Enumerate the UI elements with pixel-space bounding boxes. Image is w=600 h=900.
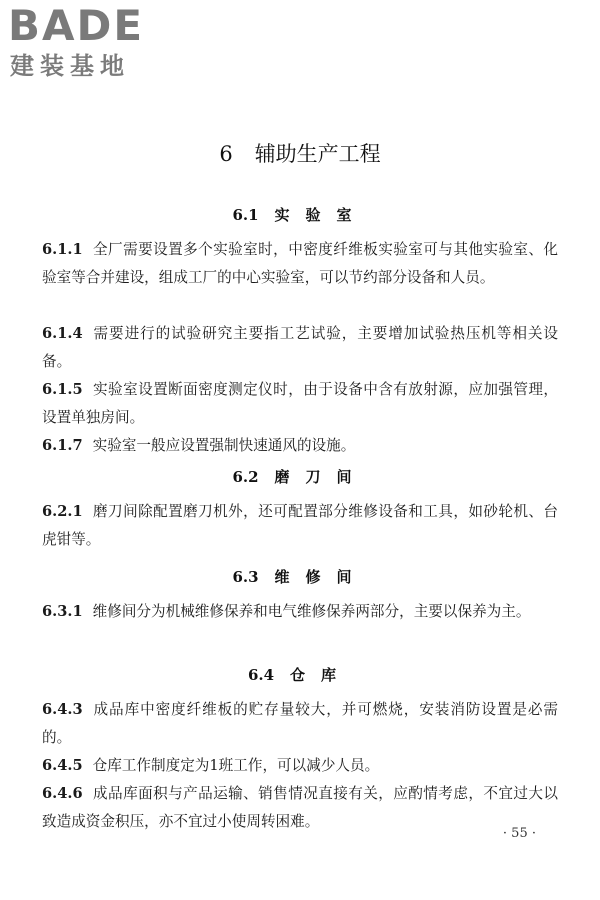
logo-wordmark: BADE xyxy=(8,1,145,50)
section-heading-6-2 xyxy=(0,466,600,488)
clause-6-1-7 xyxy=(42,432,558,460)
section-title: 仓库 xyxy=(290,666,353,684)
clause-text: 仓库工作制度定为1班工作，可以减少人员。 xyxy=(92,757,380,774)
section-heading-6-4 xyxy=(0,664,600,686)
clause-number: 6.4.5 xyxy=(42,757,83,774)
clause-text: 需要进行的试验研究主要指工艺试验，主要增加试验热压机等相关设备。 xyxy=(42,325,558,370)
clause-number: 6.1.7 xyxy=(42,437,83,454)
clause-number: 6.3.1 xyxy=(42,603,83,620)
clause-number: 6.4.6 xyxy=(42,785,83,802)
logo-subtitle: 建装基地 xyxy=(10,52,130,80)
section-heading-6-1 xyxy=(0,204,600,226)
section-number: 6.4 xyxy=(247,666,275,684)
section-title: 实验室 xyxy=(274,206,368,224)
clause-text: 实验室一般应设置强制快速通风的设施。 xyxy=(92,437,356,454)
clause-6-3-1 xyxy=(42,598,558,626)
clause-6-1-5 xyxy=(42,376,558,432)
clause-text: 维修间分为机械维修保养和电气维修保养两部分，主要以保养为主。 xyxy=(92,603,531,620)
clause-6-4-6 xyxy=(42,780,558,836)
section-number: 6.1 xyxy=(232,206,259,224)
chapter-number: 6 xyxy=(219,142,233,166)
clause-text: 磨刀间除配置磨刀机外，还可配置部分维修设备和工具，如砂轮机、台虎钳等。 xyxy=(42,503,558,548)
chapter-title-text: 辅助生产工程 xyxy=(254,142,381,166)
clause-text: 实验室设置断面密度测定仪时，由于设备中含有放射源，应加强管理，设置单独房间。 xyxy=(42,381,558,426)
section-title: 磨刀间 xyxy=(274,468,368,486)
brand-logo xyxy=(8,1,178,84)
clause-6-4-3 xyxy=(42,696,558,752)
clause-text: 全厂需要设置多个实验室时，中密度纤维板实验室可与其他实验室、化验室等合并建设，组成工厂的中心实验室，可以节约部分设备和人员。 xyxy=(42,241,558,286)
section-number: 6.3 xyxy=(232,568,259,586)
clause-6-1-4 xyxy=(42,320,558,376)
page-number: · 55 · xyxy=(502,826,536,841)
clause-6-4-5 xyxy=(42,752,558,780)
section-title: 维修间 xyxy=(274,568,368,586)
clause-text: 成品库中密度纤维板的贮存量较大，并可燃烧，安装消防设置是必需的。 xyxy=(42,701,558,746)
section-heading-6-3 xyxy=(0,566,600,588)
clause-6-1-1 xyxy=(42,236,558,292)
clause-number: 6.4.3 xyxy=(42,701,83,718)
chapter-title xyxy=(0,140,600,168)
section-number: 6.2 xyxy=(232,468,259,486)
clause-number: 6.2.1 xyxy=(42,503,83,520)
clause-text: 成品库面积与产品运输、销售情况直接有关，应酌情考虑，不宜过大以致造成资金积压，亦不宜过小使周转困难。 xyxy=(42,785,558,830)
clause-number: 6.1.4 xyxy=(42,325,83,342)
clause-number: 6.1.5 xyxy=(42,381,83,398)
clause-6-2-1 xyxy=(42,498,558,554)
clause-number: 6.1.1 xyxy=(42,241,83,258)
